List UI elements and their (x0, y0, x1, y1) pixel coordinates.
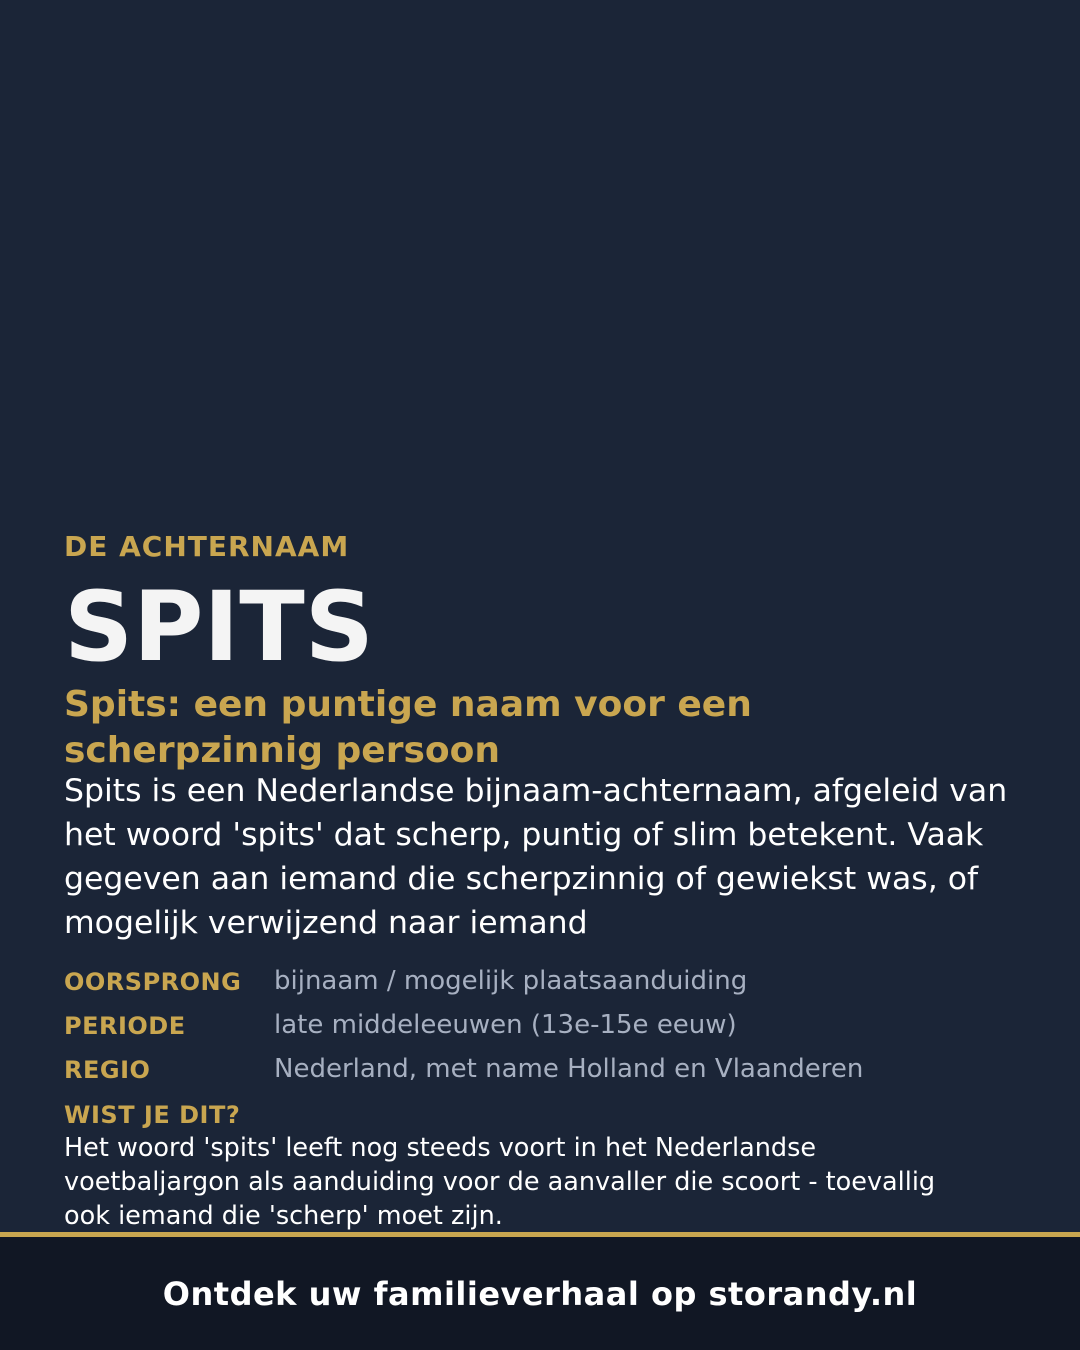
did-you-know-label: WIST JE DIT? (64, 1101, 241, 1129)
fact-label: REGIO (64, 1056, 151, 1084)
surname-subtitle: Spits: een puntige naam voor een scherpzinnig persoon (64, 684, 752, 771)
fact-row-region (64, 1048, 1024, 1092)
fact-row-origin (64, 960, 1024, 1004)
fact-label: PERIODE (64, 1012, 186, 1040)
footer-cta-text: Ontdek uw familieverhaal op storandy.nl (162, 1274, 918, 1313)
fact-value: bijnaam / mogelijk plaatsaanduiding (274, 966, 748, 996)
surname-description: Spits is een Nederlandse bijnaam-achternaam, afgeleid van het woord 'spits' dat scherp, puntig of slim betekent. Vaak gegeven aan iemand die scherpzinnig of gewiekst was, of mogelijk verwijzend naar iemand (64, 773, 1008, 941)
fact-row-period (64, 1004, 1024, 1048)
footer-banner (0, 1232, 1080, 1350)
fact-label: OORSPRONG (64, 968, 242, 996)
did-you-know-text: Het woord 'spits' leeft nog steeds voort in het Nederlandse voetbaljargon als aanduiding voor de aanvaller die scoort - toevallig ook iemand die 'scherp' moet zijn. (64, 1133, 936, 1231)
fact-value: Nederland, met name Holland en Vlaanderen (274, 1054, 864, 1084)
fact-value: late middeleeuwen (13e-15e eeuw) (274, 1010, 737, 1040)
facts-list (64, 960, 1024, 1092)
surname-title: SPITS (64, 571, 374, 683)
eyebrow-label: DE ACHTERNAAM (64, 530, 350, 563)
